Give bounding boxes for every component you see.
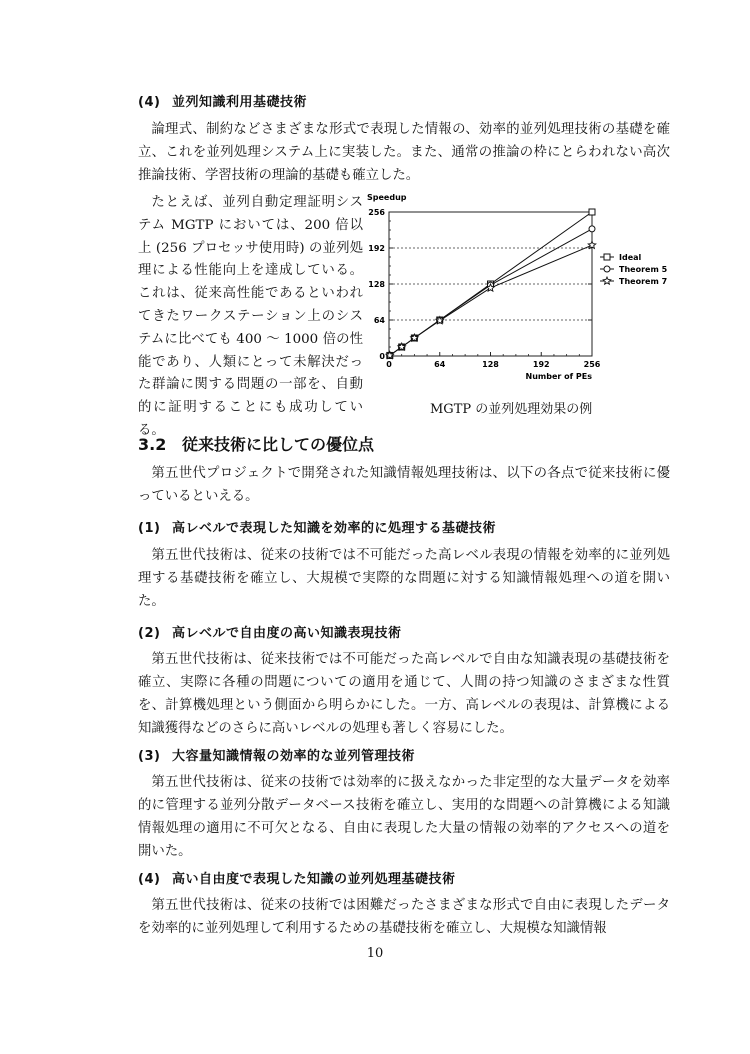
data-point-theorem-7 xyxy=(588,241,596,248)
x-tick-label: 192 xyxy=(532,360,550,369)
x-tick-label: 128 xyxy=(482,360,499,369)
section-heading-4b: (4) 高い自由度で表現した知識の並列処理基礎技術 xyxy=(138,872,456,887)
y-tick-label: 64 xyxy=(373,316,385,325)
section-heading-4a: (4) 並列知識利用基礎技術 xyxy=(138,95,308,110)
legend-label-theorem-7: Theorem 7 xyxy=(619,277,668,286)
x-axis-title: Number of PEs xyxy=(525,372,592,381)
data-point-theorem-5 xyxy=(589,226,595,232)
section-heading-2: (2) 高レベルで自由度の高い知識表現技術 xyxy=(138,626,402,641)
data-point-ideal xyxy=(589,209,595,215)
section-heading-1: (1) 高レベルで表現した知識を効率的に処理する基礎技術 xyxy=(138,521,497,536)
x-tick-label: 64 xyxy=(434,360,446,369)
paragraph-4: 第五世代技術は、従来技術では不可能だった高レベルで自由な知識表現の基礎技術を確立、実際に各種の問題についての適用を通じて、人間の持つ知識のさまざまな性質を、計算機処理という側面から明らかにした。一方、高レベルの表現は、計算機による知識獲得などのさらに高いレベルの処理も著しく容易にした。 xyxy=(138,652,670,736)
figure-caption: MGTP の並列処理効果の例 xyxy=(430,402,593,417)
paragraph-2: 第五世代プロジェクトで開発された知識情報処理技術は、以下の各点で従来技術に優っているといえる。 xyxy=(138,466,670,504)
paragraph-6: 第五世代技術は、従来の技術では困難だったさまざまな形式で自由に表現したデータを効率的に並列処理して利用するための基礎技術を確立し、大規模な知識情報 xyxy=(138,898,670,936)
paragraph-5: 第五世代技術は、従来の技術では効率的に扱えなかった非定型的な大量データを効率的に管理する並列分散データベース技術を確立し、実用的な問題への計算機による知識情報処理の適用に不可欠となる、自由に表現した大量の情報の効率的アクセスへの道を開いた。 xyxy=(138,775,670,859)
legend-marker-ideal xyxy=(604,254,610,260)
legend-label-theorem-5: Theorem 5 xyxy=(619,265,668,274)
y-tick-label: 256 xyxy=(368,208,385,217)
paragraph-1: 論理式、制約などさまざまな形式で表現した情報の、効率的並列処理技術の基礎を確立、これを並列処理システム上に実装した。また、通常の推論の枠にとらわれない高次推論技術、学習技術の理論的基礎も確立した。 xyxy=(138,122,670,183)
y-axis-title: Speedup xyxy=(367,193,407,202)
x-tick-label: 0 xyxy=(386,360,392,369)
legend-marker-theorem-5 xyxy=(604,266,610,272)
y-tick-label: 192 xyxy=(368,244,385,253)
y-tick-label: 128 xyxy=(368,280,385,289)
y-tick-label: 0 xyxy=(379,352,385,361)
section-heading-3: (3) 大容量知識情報の効率的な並列管理技術 xyxy=(138,749,416,764)
x-tick-label: 256 xyxy=(583,360,601,369)
series-line-theorem-7 xyxy=(390,245,592,355)
side-paragraph: たとえば、並列自動定理証明システム MGTP においては、200 倍以上 (256 プロセッサ使用時) の並列処理による性能向上を達成している。これは、従来高性能であるといわれてきたワークステーション上のシステムに比べても 400 ～ 1000 倍の性能であり、人類にとって未解決だった群論に関する問題の一部を、自動的に証明することにも成功している。 xyxy=(138,195,363,438)
legend-marker-theorem-7 xyxy=(603,277,611,284)
paragraph-3: 第五世代技術は、従来の技術では不可能だった高レベル表現の情報を効率的に並列処理する基礎技術を確立し、大規模で実際的な問題に対する知識情報処理への道を開いた。 xyxy=(138,548,670,609)
legend-label-ideal: Ideal xyxy=(619,253,642,262)
section-heading-3-2: 3.2 従来技術に比しての優位点 xyxy=(138,435,375,454)
page-number: 10 xyxy=(366,946,384,961)
speedup-chart xyxy=(355,188,675,396)
